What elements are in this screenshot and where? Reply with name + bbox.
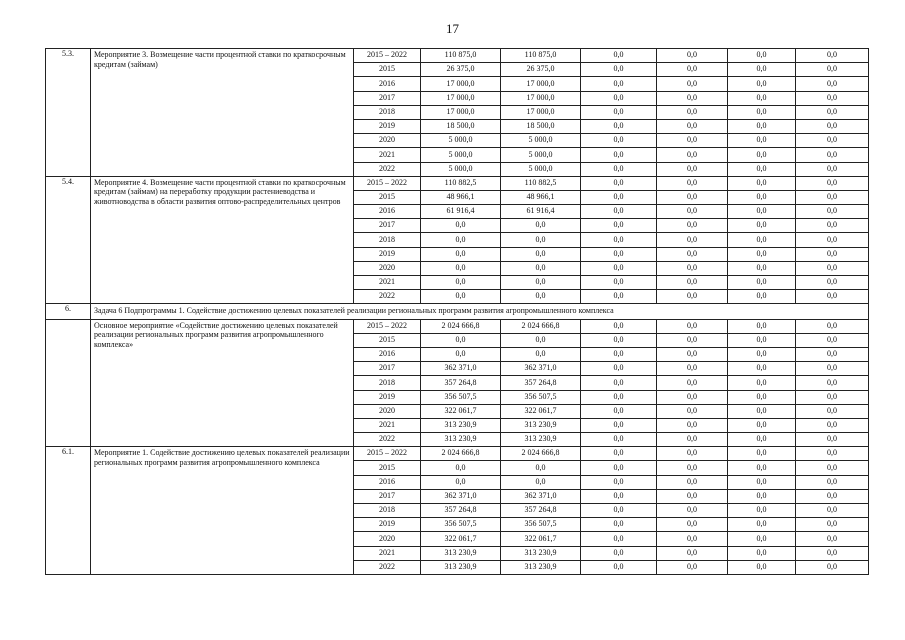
amount-cell: 0,0 bbox=[796, 63, 869, 77]
amount-cell: 110 882,5 bbox=[501, 176, 581, 190]
amount-cell: 0,0 bbox=[796, 433, 869, 447]
amount-cell: 0,0 bbox=[796, 91, 869, 105]
amount-cell: 0,0 bbox=[796, 376, 869, 390]
amount-cell: 0,0 bbox=[501, 219, 581, 233]
period-cell: 2015 bbox=[354, 190, 421, 204]
amount-cell: 18 500,0 bbox=[501, 119, 581, 133]
amount-cell: 0,0 bbox=[581, 77, 657, 91]
amount-cell: 362 371,0 bbox=[421, 489, 501, 503]
amount-cell: 0,0 bbox=[657, 418, 728, 432]
amount-cell: 0,0 bbox=[581, 219, 657, 233]
amount-cell: 0,0 bbox=[657, 91, 728, 105]
amount-cell: 0,0 bbox=[796, 247, 869, 261]
item-number bbox=[46, 319, 91, 447]
amount-cell: 0,0 bbox=[728, 148, 796, 162]
amount-cell: 0,0 bbox=[728, 105, 796, 119]
amount-cell: 0,0 bbox=[728, 290, 796, 304]
period-cell: 2020 bbox=[354, 404, 421, 418]
amount-cell: 110 882,5 bbox=[421, 176, 501, 190]
amount-cell: 0,0 bbox=[657, 475, 728, 489]
amount-cell: 2 024 666,8 bbox=[421, 447, 501, 461]
measure-name: Мероприятие 1. Содействие достижению целевых показателей реализации региональных программ развития агропромышленного комплекса bbox=[91, 447, 354, 575]
item-number: 5.3. bbox=[46, 49, 91, 177]
amount-cell: 0,0 bbox=[796, 219, 869, 233]
amount-cell: 313 230,9 bbox=[501, 418, 581, 432]
amount-cell: 0,0 bbox=[728, 433, 796, 447]
amount-cell: 356 507,5 bbox=[421, 390, 501, 404]
amount-cell: 0,0 bbox=[581, 162, 657, 176]
amount-cell: 0,0 bbox=[657, 461, 728, 475]
amount-cell: 17 000,0 bbox=[501, 91, 581, 105]
amount-cell: 0,0 bbox=[728, 532, 796, 546]
amount-cell: 0,0 bbox=[728, 91, 796, 105]
period-cell: 2020 bbox=[354, 532, 421, 546]
amount-cell: 0,0 bbox=[796, 290, 869, 304]
amount-cell: 0,0 bbox=[796, 390, 869, 404]
amount-cell: 0,0 bbox=[728, 247, 796, 261]
amount-cell: 0,0 bbox=[581, 190, 657, 204]
amount-cell: 0,0 bbox=[501, 247, 581, 261]
amount-cell: 0,0 bbox=[581, 362, 657, 376]
amount-cell: 0,0 bbox=[728, 333, 796, 347]
amount-cell: 0,0 bbox=[728, 546, 796, 560]
period-cell: 2021 bbox=[354, 148, 421, 162]
amount-cell: 2 024 666,8 bbox=[501, 447, 581, 461]
amount-cell: 0,0 bbox=[796, 532, 869, 546]
amount-cell: 322 061,7 bbox=[421, 532, 501, 546]
amount-cell: 0,0 bbox=[581, 91, 657, 105]
amount-cell: 313 230,9 bbox=[421, 546, 501, 560]
amount-cell: 362 371,0 bbox=[421, 362, 501, 376]
period-cell: 2017 bbox=[354, 362, 421, 376]
amount-cell: 0,0 bbox=[501, 290, 581, 304]
amount-cell: 0,0 bbox=[421, 290, 501, 304]
table-row bbox=[46, 447, 869, 461]
amount-cell: 0,0 bbox=[657, 63, 728, 77]
amount-cell: 0,0 bbox=[796, 475, 869, 489]
amount-cell: 357 264,8 bbox=[501, 504, 581, 518]
amount-cell: 0,0 bbox=[657, 290, 728, 304]
amount-cell: 0,0 bbox=[796, 347, 869, 361]
period-cell: 2018 bbox=[354, 233, 421, 247]
amount-cell: 0,0 bbox=[657, 390, 728, 404]
amount-cell: 48 966,1 bbox=[421, 190, 501, 204]
amount-cell: 0,0 bbox=[581, 347, 657, 361]
amount-cell: 0,0 bbox=[796, 504, 869, 518]
amount-cell: 0,0 bbox=[657, 532, 728, 546]
period-cell: 2015 bbox=[354, 461, 421, 475]
amount-cell: 0,0 bbox=[728, 205, 796, 219]
amount-cell: 26 375,0 bbox=[421, 63, 501, 77]
amount-cell: 313 230,9 bbox=[421, 560, 501, 574]
amount-cell: 0,0 bbox=[581, 518, 657, 532]
budget-table bbox=[45, 48, 869, 575]
amount-cell: 322 061,7 bbox=[501, 404, 581, 418]
amount-cell: 357 264,8 bbox=[421, 376, 501, 390]
amount-cell: 0,0 bbox=[501, 233, 581, 247]
amount-cell: 0,0 bbox=[581, 418, 657, 432]
amount-cell: 0,0 bbox=[581, 376, 657, 390]
amount-cell: 61 916,4 bbox=[421, 205, 501, 219]
amount-cell: 362 371,0 bbox=[501, 362, 581, 376]
amount-cell: 0,0 bbox=[728, 276, 796, 290]
amount-cell: 0,0 bbox=[657, 247, 728, 261]
amount-cell: 0,0 bbox=[581, 333, 657, 347]
amount-cell: 0,0 bbox=[728, 504, 796, 518]
amount-cell: 0,0 bbox=[657, 333, 728, 347]
measure-name: Основное мероприятие «Содействие достижению целевых показателей реализации региональных программ развития агропромышленного комплекса» bbox=[91, 319, 354, 447]
amount-cell: 2 024 666,8 bbox=[501, 319, 581, 333]
amount-cell: 356 507,5 bbox=[421, 518, 501, 532]
amount-cell: 0,0 bbox=[796, 134, 869, 148]
amount-cell: 0,0 bbox=[657, 404, 728, 418]
task-title: Задача 6 Подпрограммы 1. Содействие достижению целевых показателей реализации региональных программ развития агропромышленного комплекса bbox=[91, 304, 869, 319]
amount-cell: 0,0 bbox=[657, 447, 728, 461]
period-cell: 2022 bbox=[354, 290, 421, 304]
amount-cell: 110 875,0 bbox=[501, 49, 581, 63]
amount-cell: 5 000,0 bbox=[501, 162, 581, 176]
period-cell: 2017 bbox=[354, 489, 421, 503]
amount-cell: 0,0 bbox=[796, 362, 869, 376]
amount-cell: 0,0 bbox=[728, 518, 796, 532]
item-number: 6.1. bbox=[46, 447, 91, 575]
amount-cell: 0,0 bbox=[501, 461, 581, 475]
amount-cell: 0,0 bbox=[728, 560, 796, 574]
amount-cell: 5 000,0 bbox=[421, 162, 501, 176]
amount-cell: 0,0 bbox=[421, 261, 501, 275]
amount-cell: 0,0 bbox=[728, 119, 796, 133]
amount-cell: 17 000,0 bbox=[501, 105, 581, 119]
amount-cell: 61 916,4 bbox=[501, 205, 581, 219]
amount-cell: 17 000,0 bbox=[501, 77, 581, 91]
amount-cell: 18 500,0 bbox=[421, 119, 501, 133]
amount-cell: 0,0 bbox=[657, 176, 728, 190]
budget-table-body bbox=[46, 49, 869, 575]
amount-cell: 0,0 bbox=[657, 433, 728, 447]
period-cell: 2018 bbox=[354, 504, 421, 518]
amount-cell: 0,0 bbox=[421, 333, 501, 347]
amount-cell: 0,0 bbox=[796, 461, 869, 475]
amount-cell: 0,0 bbox=[657, 560, 728, 574]
amount-cell: 0,0 bbox=[581, 290, 657, 304]
amount-cell: 0,0 bbox=[657, 518, 728, 532]
amount-cell: 0,0 bbox=[581, 504, 657, 518]
amount-cell: 0,0 bbox=[657, 190, 728, 204]
amount-cell: 0,0 bbox=[728, 233, 796, 247]
period-cell: 2021 bbox=[354, 418, 421, 432]
amount-cell: 0,0 bbox=[796, 447, 869, 461]
amount-cell: 0,0 bbox=[796, 49, 869, 63]
amount-cell: 0,0 bbox=[581, 489, 657, 503]
amount-cell: 0,0 bbox=[421, 347, 501, 361]
amount-cell: 0,0 bbox=[728, 475, 796, 489]
amount-cell: 0,0 bbox=[581, 319, 657, 333]
amount-cell: 0,0 bbox=[581, 176, 657, 190]
amount-cell: 313 230,9 bbox=[501, 560, 581, 574]
amount-cell: 0,0 bbox=[728, 489, 796, 503]
amount-cell: 0,0 bbox=[728, 49, 796, 63]
period-cell: 2020 bbox=[354, 134, 421, 148]
amount-cell: 5 000,0 bbox=[421, 148, 501, 162]
amount-cell: 0,0 bbox=[728, 418, 796, 432]
amount-cell: 357 264,8 bbox=[501, 376, 581, 390]
table-row bbox=[46, 319, 869, 333]
amount-cell: 0,0 bbox=[728, 404, 796, 418]
amount-cell: 313 230,9 bbox=[501, 433, 581, 447]
amount-cell: 0,0 bbox=[728, 63, 796, 77]
amount-cell: 5 000,0 bbox=[501, 134, 581, 148]
period-cell: 2019 bbox=[354, 247, 421, 261]
amount-cell: 0,0 bbox=[657, 49, 728, 63]
amount-cell: 0,0 bbox=[581, 475, 657, 489]
amount-cell: 26 375,0 bbox=[501, 63, 581, 77]
amount-cell: 0,0 bbox=[728, 461, 796, 475]
item-number: 6. bbox=[46, 304, 91, 319]
amount-cell: 0,0 bbox=[421, 461, 501, 475]
amount-cell: 357 264,8 bbox=[421, 504, 501, 518]
amount-cell: 0,0 bbox=[657, 347, 728, 361]
period-cell: 2016 bbox=[354, 77, 421, 91]
period-cell: 2018 bbox=[354, 376, 421, 390]
amount-cell: 0,0 bbox=[581, 390, 657, 404]
page-number: 17 bbox=[446, 21, 459, 36]
amount-cell: 0,0 bbox=[657, 504, 728, 518]
amount-cell: 0,0 bbox=[581, 532, 657, 546]
period-cell: 2022 bbox=[354, 162, 421, 176]
period-cell: 2015 – 2022 bbox=[354, 447, 421, 461]
amount-cell: 0,0 bbox=[796, 162, 869, 176]
amount-cell: 0,0 bbox=[796, 560, 869, 574]
period-cell: 2019 bbox=[354, 390, 421, 404]
amount-cell: 0,0 bbox=[728, 190, 796, 204]
amount-cell: 0,0 bbox=[421, 475, 501, 489]
amount-cell: 0,0 bbox=[581, 49, 657, 63]
amount-cell: 0,0 bbox=[796, 276, 869, 290]
amount-cell: 0,0 bbox=[581, 546, 657, 560]
amount-cell: 0,0 bbox=[501, 475, 581, 489]
table-row bbox=[46, 49, 869, 63]
period-cell: 2019 bbox=[354, 119, 421, 133]
amount-cell: 5 000,0 bbox=[501, 148, 581, 162]
amount-cell: 0,0 bbox=[581, 148, 657, 162]
amount-cell: 0,0 bbox=[421, 219, 501, 233]
amount-cell: 0,0 bbox=[657, 119, 728, 133]
amount-cell: 0,0 bbox=[728, 447, 796, 461]
amount-cell: 313 230,9 bbox=[421, 433, 501, 447]
period-cell: 2016 bbox=[354, 205, 421, 219]
amount-cell: 17 000,0 bbox=[421, 105, 501, 119]
amount-cell: 0,0 bbox=[657, 134, 728, 148]
amount-cell: 0,0 bbox=[657, 546, 728, 560]
measure-name: Мероприятие 3. Возмещение части процентной ставки по краткосрочным кредитам (займам) bbox=[91, 49, 354, 177]
amount-cell: 0,0 bbox=[501, 261, 581, 275]
period-cell: 2015 – 2022 bbox=[354, 176, 421, 190]
amount-cell: 17 000,0 bbox=[421, 77, 501, 91]
amount-cell: 0,0 bbox=[581, 233, 657, 247]
amount-cell: 0,0 bbox=[501, 347, 581, 361]
task-row bbox=[46, 304, 869, 319]
amount-cell: 0,0 bbox=[657, 489, 728, 503]
amount-cell: 0,0 bbox=[728, 176, 796, 190]
amount-cell: 0,0 bbox=[581, 404, 657, 418]
amount-cell: 0,0 bbox=[581, 461, 657, 475]
period-cell: 2022 bbox=[354, 433, 421, 447]
amount-cell: 0,0 bbox=[796, 176, 869, 190]
amount-cell: 0,0 bbox=[796, 119, 869, 133]
amount-cell: 0,0 bbox=[657, 77, 728, 91]
amount-cell: 0,0 bbox=[657, 362, 728, 376]
period-cell: 2015 – 2022 bbox=[354, 319, 421, 333]
period-cell: 2016 bbox=[354, 347, 421, 361]
amount-cell: 0,0 bbox=[501, 333, 581, 347]
amount-cell: 0,0 bbox=[728, 219, 796, 233]
amount-cell: 0,0 bbox=[657, 219, 728, 233]
amount-cell: 0,0 bbox=[728, 347, 796, 361]
amount-cell: 0,0 bbox=[421, 276, 501, 290]
amount-cell: 0,0 bbox=[657, 319, 728, 333]
amount-cell: 0,0 bbox=[796, 148, 869, 162]
amount-cell: 0,0 bbox=[796, 205, 869, 219]
amount-cell: 322 061,7 bbox=[501, 532, 581, 546]
amount-cell: 0,0 bbox=[421, 233, 501, 247]
amount-cell: 0,0 bbox=[581, 105, 657, 119]
amount-cell: 0,0 bbox=[581, 205, 657, 219]
amount-cell: 0,0 bbox=[728, 319, 796, 333]
period-cell: 2017 bbox=[354, 219, 421, 233]
amount-cell: 322 061,7 bbox=[421, 404, 501, 418]
amount-cell: 0,0 bbox=[657, 105, 728, 119]
amount-cell: 0,0 bbox=[728, 376, 796, 390]
measure-name: Мероприятие 4. Возмещение части процентной ставки по краткосрочным кредитам (займам) на переработку продукции растениеводства и животноводства в области развития оптово-распределительных центров bbox=[91, 176, 354, 304]
amount-cell: 0,0 bbox=[501, 276, 581, 290]
amount-cell: 0,0 bbox=[796, 333, 869, 347]
amount-cell: 0,0 bbox=[581, 63, 657, 77]
amount-cell: 2 024 666,8 bbox=[421, 319, 501, 333]
amount-cell: 0,0 bbox=[581, 276, 657, 290]
item-number: 5.4. bbox=[46, 176, 91, 304]
period-cell: 2021 bbox=[354, 276, 421, 290]
amount-cell: 0,0 bbox=[796, 489, 869, 503]
amount-cell: 313 230,9 bbox=[501, 546, 581, 560]
amount-cell: 0,0 bbox=[728, 162, 796, 176]
period-cell: 2018 bbox=[354, 105, 421, 119]
period-cell: 2021 bbox=[354, 546, 421, 560]
amount-cell: 0,0 bbox=[657, 205, 728, 219]
amount-cell: 0,0 bbox=[796, 418, 869, 432]
amount-cell: 0,0 bbox=[796, 518, 869, 532]
amount-cell: 0,0 bbox=[657, 233, 728, 247]
amount-cell: 0,0 bbox=[421, 247, 501, 261]
amount-cell: 0,0 bbox=[581, 447, 657, 461]
period-cell: 2015 bbox=[354, 63, 421, 77]
amount-cell: 5 000,0 bbox=[421, 134, 501, 148]
amount-cell: 0,0 bbox=[796, 77, 869, 91]
period-cell: 2015 – 2022 bbox=[354, 49, 421, 63]
amount-cell: 0,0 bbox=[796, 190, 869, 204]
period-cell: 2015 bbox=[354, 333, 421, 347]
amount-cell: 0,0 bbox=[728, 390, 796, 404]
amount-cell: 17 000,0 bbox=[421, 91, 501, 105]
amount-cell: 0,0 bbox=[796, 105, 869, 119]
amount-cell: 0,0 bbox=[796, 319, 869, 333]
amount-cell: 0,0 bbox=[728, 362, 796, 376]
amount-cell: 0,0 bbox=[657, 148, 728, 162]
amount-cell: 0,0 bbox=[581, 261, 657, 275]
amount-cell: 0,0 bbox=[796, 404, 869, 418]
amount-cell: 0,0 bbox=[657, 162, 728, 176]
amount-cell: 313 230,9 bbox=[421, 418, 501, 432]
amount-cell: 0,0 bbox=[657, 261, 728, 275]
amount-cell: 48 966,1 bbox=[501, 190, 581, 204]
period-cell: 2019 bbox=[354, 518, 421, 532]
period-cell: 2020 bbox=[354, 261, 421, 275]
amount-cell: 0,0 bbox=[581, 560, 657, 574]
amount-cell: 0,0 bbox=[581, 433, 657, 447]
amount-cell: 0,0 bbox=[728, 261, 796, 275]
amount-cell: 110 875,0 bbox=[421, 49, 501, 63]
amount-cell: 0,0 bbox=[581, 119, 657, 133]
amount-cell: 0,0 bbox=[796, 546, 869, 560]
period-cell: 2016 bbox=[354, 475, 421, 489]
table-row bbox=[46, 176, 869, 190]
period-cell: 2022 bbox=[354, 560, 421, 574]
amount-cell: 0,0 bbox=[657, 276, 728, 290]
amount-cell: 356 507,5 bbox=[501, 518, 581, 532]
amount-cell: 0,0 bbox=[796, 261, 869, 275]
amount-cell: 0,0 bbox=[581, 134, 657, 148]
amount-cell: 0,0 bbox=[728, 77, 796, 91]
amount-cell: 0,0 bbox=[796, 233, 869, 247]
amount-cell: 0,0 bbox=[581, 247, 657, 261]
amount-cell: 0,0 bbox=[728, 134, 796, 148]
amount-cell: 362 371,0 bbox=[501, 489, 581, 503]
amount-cell: 0,0 bbox=[657, 376, 728, 390]
amount-cell: 356 507,5 bbox=[501, 390, 581, 404]
period-cell: 2017 bbox=[354, 91, 421, 105]
